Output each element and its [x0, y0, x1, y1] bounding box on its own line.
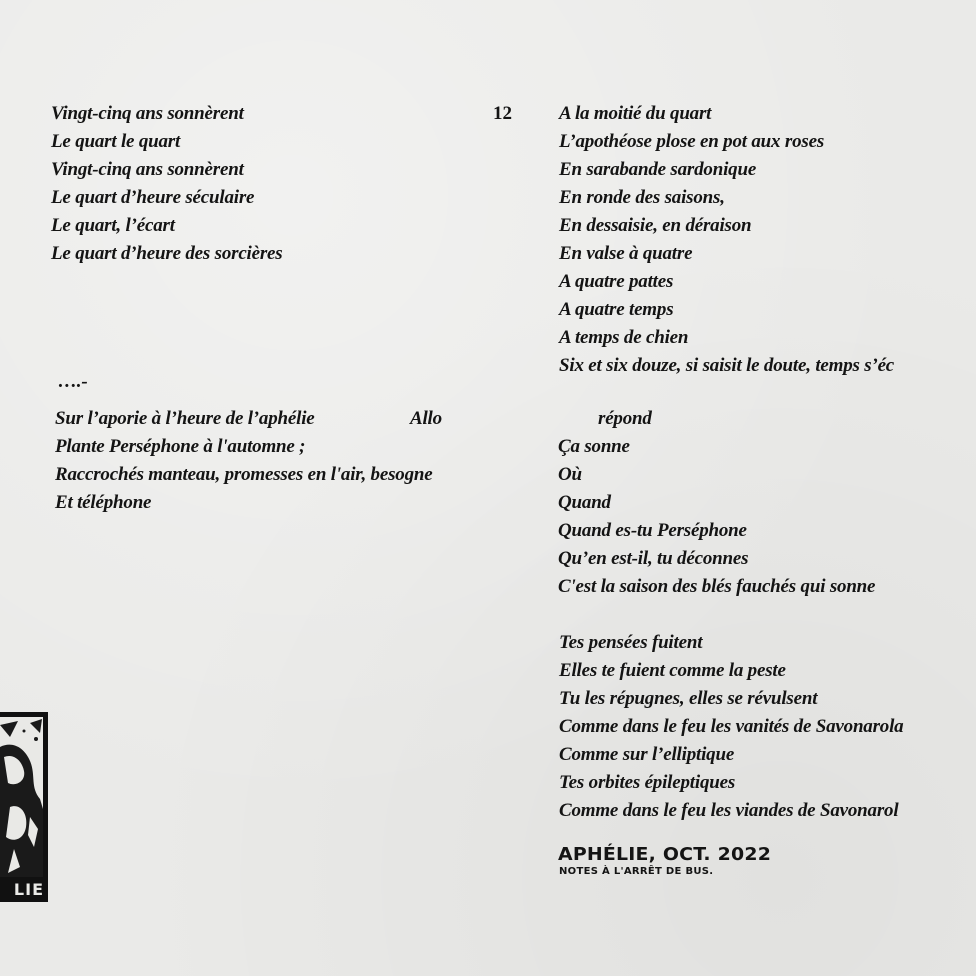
right-stanza1-line-9: A temps de chien [559, 327, 689, 348]
right-stanza3-line-6: Tes orbites épileptiques [559, 772, 736, 793]
left-stanza1-line-6: Le quart d’heure des sorcières [51, 243, 283, 264]
right-stanza2-line-6: C'est la saison des blés fauchés qui sonne [558, 576, 876, 597]
right-stanza3-line-1: Tes pensées fuitent [559, 632, 703, 653]
left-stanza2-line-2: Plante Perséphone à l'automne ; [55, 436, 306, 457]
right-stanza3-line-7: Comme dans le feu les viandes de Savonarol [559, 800, 899, 821]
left-stanza1-line-5: Le quart, l’écart [51, 215, 175, 236]
right-stanza3-line-2: Elles te fuient comme la peste [559, 660, 786, 681]
right-stanza3-line-5: Comme sur l’elliptique [559, 744, 735, 765]
stamp-label: LIE [13, 880, 44, 899]
right-stanza1-line-2: L’apothéose plose en pot aux roses [559, 131, 825, 152]
right-stanza3-line-4: Comme dans le feu les vanités de Savonarola [559, 716, 904, 737]
page-number: 12 [493, 103, 512, 124]
right-stanza2-line-5: Qu’en est-il, tu déconnes [558, 548, 749, 569]
signature-title: APHÉLIE, OCT. 2022 [558, 844, 772, 865]
signature-subtitle: NOTES À L'ARRÊT DE BUS. [559, 866, 714, 877]
right-stanza2-line-4: Quand es-tu Perséphone [558, 520, 747, 541]
repond-word: répond [598, 408, 652, 429]
woodcut-illustration [0, 717, 43, 877]
right-stanza1-line-5: En dessaisie, en déraison [559, 215, 752, 236]
right-stanza1-line-7: A quatre pattes [559, 271, 674, 292]
right-stanza1-line-3: En sarabande sardonique [559, 159, 757, 180]
woodcut-figure-icon [0, 717, 43, 877]
right-stanza1-line-1: A la moitié du quart [559, 103, 712, 124]
right-stanza1-line-6: En valse à quatre [559, 243, 693, 264]
left-stanza1-line-4: Le quart d’heure séculaire [51, 187, 255, 208]
allo-word: Allo [410, 408, 442, 429]
right-stanza1-line-4: En ronde des saisons, [559, 187, 725, 208]
left-stanza1-line-1: Vingt-cinq ans sonnèrent [51, 103, 244, 124]
woodcut-stamp [0, 712, 48, 902]
left-stanza2-line-1: Sur l’aporie à l’heure de l’aphélie [55, 408, 315, 429]
right-stanza1-line-10: Six et six douze, si saisit le doute, temps s’éc [559, 355, 895, 376]
ellipsis-mark: ….- [58, 371, 88, 392]
right-stanza3-line-3: Tu les répugnes, elles se révulsent [559, 688, 818, 709]
left-stanza2-line-3: Raccrochés manteau, promesses en l'air, besogne [55, 464, 433, 485]
left-stanza1-line-3: Vingt-cinq ans sonnèrent [51, 159, 244, 180]
right-stanza2-line-1: Ça sonne [558, 436, 630, 457]
left-stanza1-line-2: Le quart le quart [51, 131, 181, 152]
left-stanza2-line-4: Et téléphone [55, 492, 152, 513]
right-stanza1-line-8: A quatre temps [559, 299, 674, 320]
right-stanza2-line-3: Quand [558, 492, 611, 513]
right-stanza2-line-2: Où [558, 464, 582, 485]
